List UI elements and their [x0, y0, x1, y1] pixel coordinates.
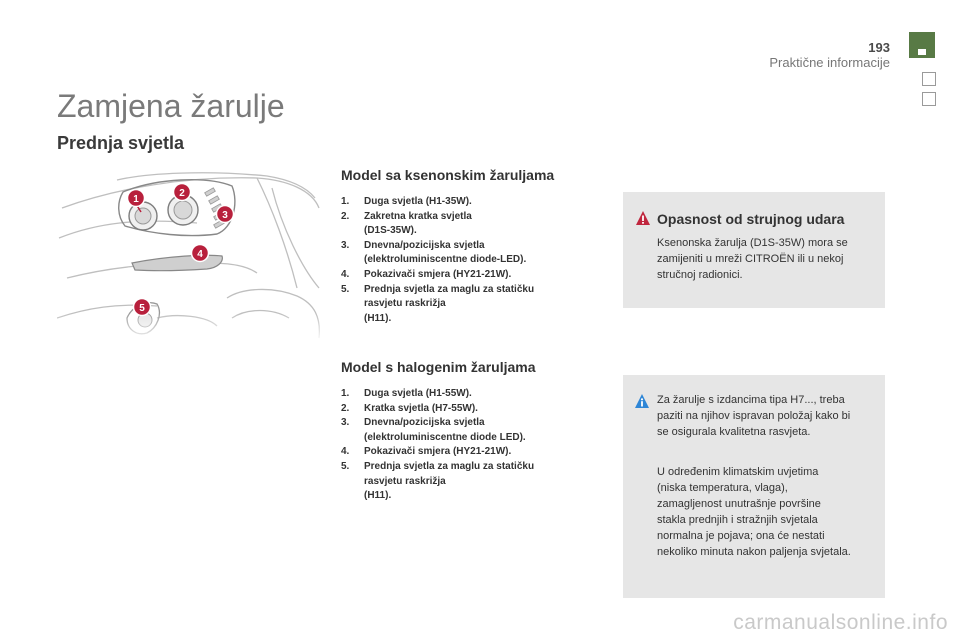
text-line: se osigurala kvalitetna rasvjeta.	[657, 426, 811, 438]
text-line: nekoliko minuta nakon paljenja svjetala.	[657, 546, 851, 558]
list-item-text: rasvjetu raskrižja	[364, 475, 446, 487]
callout-1-label: 1	[133, 194, 139, 205]
info-paragraph-1	[657, 392, 877, 440]
list-item	[341, 283, 601, 327]
list-item-text: (elektroluminiscentne diode LED).	[364, 431, 526, 443]
info-icon	[634, 393, 650, 409]
callout-4-label: 4	[197, 249, 203, 260]
list-item	[341, 268, 601, 283]
list-item-number: 3.	[341, 239, 350, 251]
halogen-heading: Model s halogenim žaruljama	[341, 359, 536, 375]
text-line: zamagljenost unutrašnje površine	[657, 498, 821, 510]
headlamp-illustration	[57, 168, 322, 343]
list-item-text: Duga svjetla (H1-35W).	[364, 196, 472, 207]
callout-2-label: 2	[179, 188, 185, 199]
text-line: (niska temperatura, vlaga),	[657, 482, 788, 494]
info-paragraph-2	[657, 464, 877, 560]
list-item	[341, 195, 601, 210]
info-box	[623, 375, 885, 598]
warning-box	[623, 192, 885, 308]
callout-5-label: 5	[139, 303, 145, 314]
list-item-number: 1.	[341, 388, 350, 399]
warning-text	[657, 235, 877, 283]
xenon-list	[341, 195, 601, 326]
page-subtitle: Prednja svjetla	[57, 133, 185, 153]
chapter-tab[interactable]	[909, 32, 935, 58]
halogen-section	[341, 359, 601, 504]
list-item	[341, 416, 601, 445]
text-line: U određenim klimatskim uvjetima	[657, 466, 819, 478]
text-line: zamijeniti u mreži CITROËN ili u nekoj	[657, 253, 844, 265]
list-item-text: Dnevna/pozicijska svjetla	[364, 417, 485, 429]
list-item-text: Zakretna kratka svjetla	[364, 210, 472, 222]
warning-icon	[635, 210, 651, 226]
text-line: stakla prednjih i stražnjih svjetala	[657, 514, 818, 526]
callout-3-label: 3	[222, 210, 228, 221]
list-item-number: 1.	[341, 196, 350, 207]
list-item-number: 2.	[341, 210, 350, 222]
list-item	[341, 210, 601, 239]
tab-marker	[918, 49, 926, 55]
list-item-number: 4.	[341, 268, 350, 280]
text-line: normalna je pojava; ona će nestati	[657, 530, 825, 542]
list-item	[341, 445, 601, 460]
chapter-tab-empty-1[interactable]	[922, 72, 936, 86]
warning-heading: Opasnost od strujnog udara	[657, 211, 845, 227]
list-item	[341, 387, 601, 402]
list-item	[341, 239, 601, 268]
list-item-text: rasvjetu raskrižja	[364, 298, 446, 310]
list-item-text: (elektroluminiscentne diode-LED).	[364, 254, 527, 266]
text-line: paziti na njihov ispravan položaj kako bi	[657, 410, 851, 422]
list-item-text: (D1S-35W).	[364, 225, 417, 237]
chapter-tab-empty-2[interactable]	[922, 92, 936, 106]
list-item-number: 5.	[341, 460, 350, 472]
xenon-heading: Model sa ksenonskim žaruljama	[341, 167, 555, 183]
list-item-text: Prednja svjetla za maglu za statičku	[364, 283, 535, 295]
list-item	[341, 460, 601, 504]
list-item-text: (H11).	[364, 490, 392, 502]
xenon-section	[341, 167, 601, 326]
list-item-text: Pokazivači smjera (HY21-21W).	[364, 446, 512, 458]
list-item-number: 2.	[341, 402, 350, 414]
text-line: Za žarulje s izdancima tipa H7..., treba	[657, 394, 845, 406]
halogen-list	[341, 387, 601, 504]
watermark: carmanualsonline.info	[733, 611, 948, 634]
list-item-text: Dnevna/pozicijska svjetla	[364, 239, 485, 251]
list-item	[341, 402, 601, 417]
list-item-number: 5.	[341, 283, 350, 295]
text-line: Ksenonska žarulja (D1S-35W) mora se	[657, 237, 848, 249]
list-item-text: (H11).	[364, 312, 392, 324]
list-item-text: Duga svjetla (H1-55W).	[364, 388, 472, 399]
list-item-text: Prednja svjetla za maglu za statičku	[364, 460, 535, 472]
text-line: stručnoj radionici.	[657, 269, 743, 281]
list-item-text: Pokazivači smjera (HY21-21W).	[364, 268, 512, 280]
list-item-number: 4.	[341, 446, 350, 458]
list-item-number: 3.	[341, 417, 350, 429]
page-title: Zamjena žarulje	[57, 88, 285, 124]
page-number: 193	[868, 40, 890, 55]
section-title: Praktične informacije	[769, 55, 890, 70]
list-item-text: Kratka svjetla (H7-55W).	[364, 402, 478, 414]
